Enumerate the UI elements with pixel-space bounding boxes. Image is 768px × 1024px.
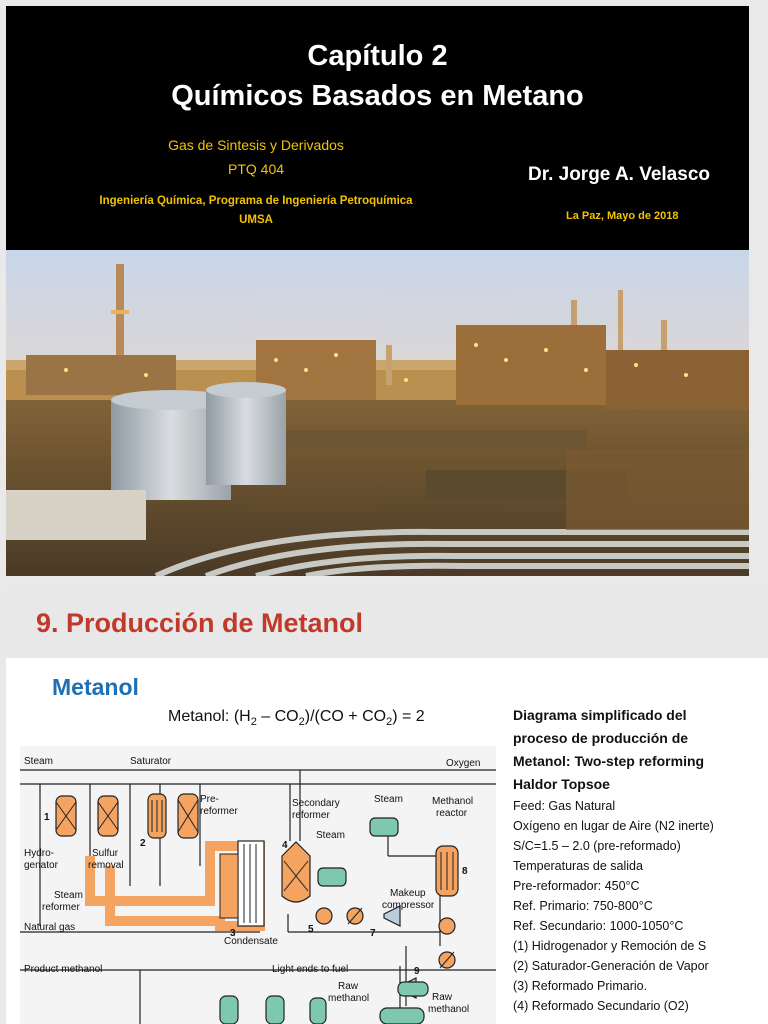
label-condensate: Condensate xyxy=(224,936,278,947)
description-line: (1) Hidrogenador y Remoción de S xyxy=(513,939,707,953)
label-secondary: Secondary xyxy=(292,798,340,809)
presentation-date: La Paz, Mayo de 2018 xyxy=(566,210,679,222)
formula-part: Metanol: (H xyxy=(168,708,251,725)
label-num-2: 2 xyxy=(140,838,146,849)
formula-sub: 2 xyxy=(386,716,393,729)
description-line: Ref. Primario: 750-800°C xyxy=(513,899,653,913)
label-light-ends: Light ends to fuel xyxy=(272,964,349,975)
description-line: Ref. Secundario: 1000-1050°C xyxy=(513,919,684,933)
process-description xyxy=(513,704,763,1016)
description-line: Feed: Gas Natural xyxy=(513,799,616,813)
label-num-7: 7 xyxy=(370,928,376,939)
formula-part: – CO xyxy=(256,708,299,725)
label-product-methanol: Product methanol xyxy=(24,964,103,975)
label-num-5: 5 xyxy=(308,924,314,935)
label-pre: Pre- xyxy=(200,794,219,805)
label-steam-reformer-1: Steam xyxy=(54,890,83,901)
label-raw-2: Raw xyxy=(432,992,453,1003)
label-methanol: Methanol xyxy=(432,796,474,807)
label-num-3: 3 xyxy=(230,928,236,939)
label-steam-mid: Steam xyxy=(316,830,345,841)
process-flow-diagram xyxy=(20,746,496,1024)
label-reactor: reactor xyxy=(436,808,468,819)
label-num-9: 9 xyxy=(414,966,420,977)
chapter-title: Capítulo 2 xyxy=(307,40,448,72)
formula-part: ) = 2 xyxy=(392,708,425,725)
course-name: Gas de Sintesis y Derivados xyxy=(168,137,344,153)
slide-title: 9. Producción de Metanol xyxy=(36,608,364,638)
label-raw-methanol-1: methanol xyxy=(328,993,370,1004)
section-heading: Metanol xyxy=(52,674,139,700)
label-steam-reformer-2: reformer xyxy=(42,902,80,913)
description-line: (4) Reformado Secundario (O2) xyxy=(513,999,689,1013)
refinery-photo xyxy=(6,250,749,576)
label-pre-reformer: reformer xyxy=(200,806,238,817)
label-steam-top: Steam xyxy=(24,756,53,767)
description-line: Pre-reformador: 450°C xyxy=(513,879,640,893)
description-title-line: Haldor Topsoe xyxy=(513,776,610,792)
description-line: Oxígeno en lugar de Aire (N2 inerte) xyxy=(513,819,714,833)
description-title-line: proceso de producción de xyxy=(513,730,689,746)
course-code: PTQ 404 xyxy=(227,161,285,177)
stoichiometric-formula xyxy=(168,708,425,728)
label-hydro: Hydro- xyxy=(24,848,55,859)
description-title-line: Diagrama simplificado del xyxy=(513,707,687,723)
description-line: Temperaturas de salida xyxy=(513,859,643,873)
institution-line: Ingeniería Química, Programa de Ingeniería Petroquímica xyxy=(99,195,413,207)
content-slide xyxy=(6,588,768,1024)
label-genator: genator xyxy=(24,860,58,871)
description-line: (2) Saturador-Generación de Vapor xyxy=(513,959,709,973)
formula-sub: 2 xyxy=(250,716,257,729)
label-secondary-reformer: reformer xyxy=(292,810,330,821)
label-removal: removal xyxy=(88,860,124,871)
slide-subtitle: Químicos Basados en Metano xyxy=(171,80,584,112)
slide-header xyxy=(6,588,768,658)
label-num-4: 4 xyxy=(282,840,288,851)
description-line: S/C=1.5 – 2.0 (pre-reformado) xyxy=(513,839,681,853)
label-raw-methanol-2: methanol xyxy=(428,1004,470,1015)
label-steam-right: Steam xyxy=(374,794,403,805)
description-line: (3) Reformado Primario. xyxy=(513,979,648,993)
description-title-line: Metanol: Two-step reforming xyxy=(513,753,705,769)
description-title xyxy=(513,704,763,796)
label-oxygen: Oxygen xyxy=(446,758,481,769)
formula-part: )/(CO + CO xyxy=(304,708,387,725)
label-raw-1: Raw xyxy=(338,981,359,992)
label-num-1: 1 xyxy=(44,812,50,823)
formula-sub: 2 xyxy=(298,716,305,729)
label-num-8: 8 xyxy=(462,866,468,877)
author-name: Dr. Jorge A. Velasco xyxy=(528,164,710,185)
label-compressor: compressor xyxy=(382,900,435,911)
label-natural-gas: Natural gas xyxy=(24,922,76,933)
institution-short: UMSA xyxy=(239,214,273,226)
title-slide xyxy=(6,6,749,576)
label-saturator: Saturator xyxy=(130,756,172,767)
label-sulfur: Sulfur xyxy=(92,848,119,859)
label-makeup: Makeup xyxy=(390,888,426,899)
